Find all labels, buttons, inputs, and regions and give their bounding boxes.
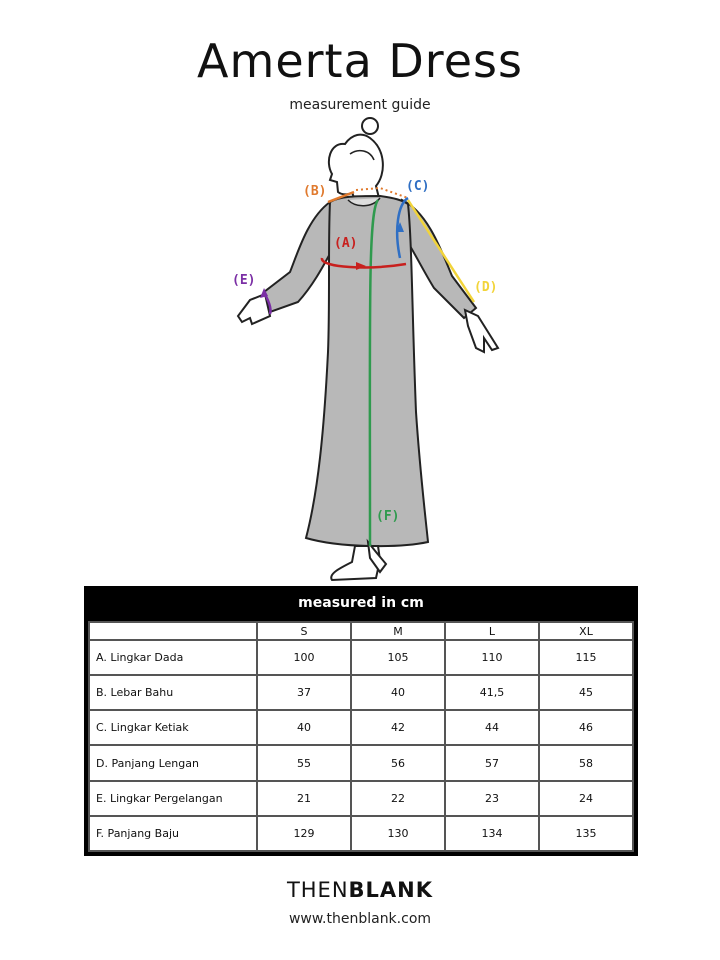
left-hand: [238, 294, 270, 324]
table-cell: 46: [539, 710, 633, 745]
table-row: [89, 640, 633, 675]
row-label: A. Lingkar Dada: [89, 640, 257, 675]
label-a: (A): [334, 236, 358, 251]
table-cell: 22: [351, 781, 445, 816]
right-hand: [465, 310, 498, 352]
table-header-size: S: [257, 622, 351, 640]
page-title: Amerta Dress: [197, 34, 523, 88]
table-cell: 115: [539, 640, 633, 675]
label-c: (C): [406, 179, 430, 194]
table-row: [89, 710, 633, 745]
model-head: [329, 118, 383, 204]
table-row: [89, 781, 633, 816]
table-cell: 134: [445, 816, 539, 851]
table-cell: 56: [351, 745, 445, 780]
table-row: [89, 675, 633, 710]
row-label: B. Lebar Bahu: [89, 675, 257, 710]
page-subtitle: measurement guide: [289, 97, 431, 113]
table-cell: 44: [445, 710, 539, 745]
size-table: [88, 621, 634, 852]
table-row: [89, 816, 633, 851]
size-chart: [84, 586, 638, 856]
website-url[interactable]: www.thenblank.com: [288, 911, 432, 927]
table-cell: 100: [257, 640, 351, 675]
table-cell: 58: [539, 745, 633, 780]
table-header-blank: [89, 622, 257, 640]
table-row: [89, 745, 633, 780]
row-label: C. Lingkar Ketiak: [89, 710, 257, 745]
table-cell: 129: [257, 816, 351, 851]
label-e: (E): [232, 273, 256, 288]
table-cell: 24: [539, 781, 633, 816]
table-cell: 135: [539, 816, 633, 851]
table-cell: 130: [351, 816, 445, 851]
table-header-row: [89, 622, 633, 640]
table-cell: 55: [257, 745, 351, 780]
label-d: (D): [474, 280, 498, 295]
brand-logo: [0, 878, 720, 902]
table-cell: 40: [351, 675, 445, 710]
table-cell: 110: [445, 640, 539, 675]
table-cell: 42: [351, 710, 445, 745]
label-b: (B): [303, 184, 327, 199]
table-header-size: L: [445, 622, 539, 640]
table-cell: 40: [257, 710, 351, 745]
row-label: E. Lingkar Pergelangan: [89, 781, 257, 816]
brand-logo-then: THEN: [286, 878, 349, 902]
table-cell: 23: [445, 781, 539, 816]
table-header-size: XL: [539, 622, 633, 640]
table-cell: 45: [539, 675, 633, 710]
row-label: D. Panjang Lengan: [89, 745, 257, 780]
size-chart-heading: measured in cm: [298, 595, 424, 611]
model-feet: [331, 542, 386, 580]
brand-logo-blank: BLANK: [348, 878, 434, 902]
table-header-size: M: [351, 622, 445, 640]
table-cell: 57: [445, 745, 539, 780]
table-cell: 21: [257, 781, 351, 816]
table-cell: 37: [257, 675, 351, 710]
table-cell: 105: [351, 640, 445, 675]
table-cell: 41,5: [445, 675, 539, 710]
label-f: (F): [376, 509, 400, 524]
dress-illustration: [180, 112, 540, 587]
row-label: F. Panjang Baju: [89, 816, 257, 851]
